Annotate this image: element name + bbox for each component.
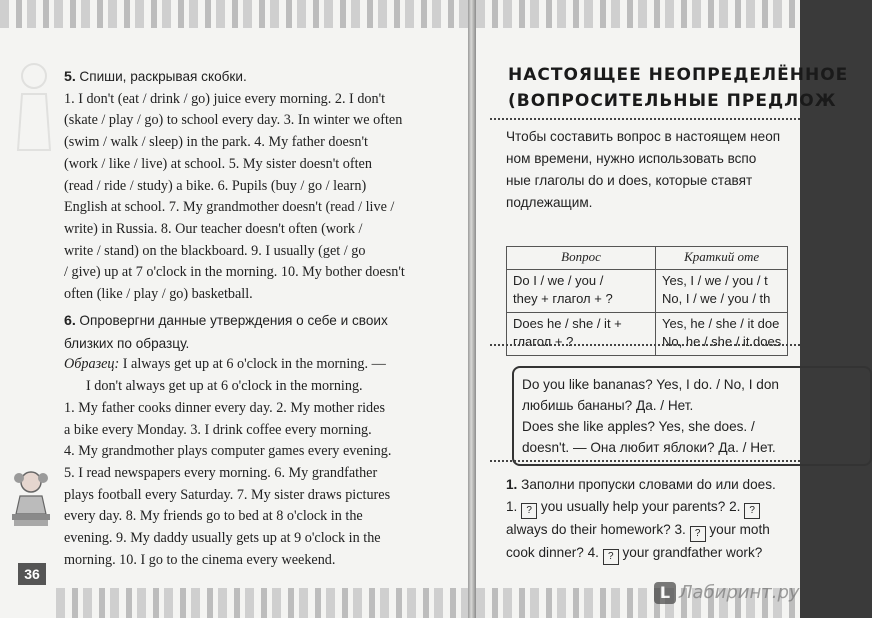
line-text: your grandfather work? xyxy=(618,545,763,560)
exercise-5 xyxy=(64,66,432,306)
exercise-5-body xyxy=(64,89,432,306)
text-line: English at school. 7. My grandmother doesn't (read / live / xyxy=(64,199,395,216)
text-line: write / stand) on the blackboard. 9. I usually (get / go xyxy=(64,242,366,259)
instruction-text: Спиши, раскрывая скобки. xyxy=(79,69,247,84)
cell-line: глагол + ? xyxy=(513,334,574,349)
exercise-line xyxy=(506,542,836,565)
cell-line: No, he / she / it does xyxy=(662,334,782,349)
table-row xyxy=(507,313,788,356)
intro-line-text: ном времени, нужно использовать вспо xyxy=(506,151,757,166)
girl-reading-icon xyxy=(6,468,56,530)
table-cell xyxy=(507,313,656,356)
examples-box xyxy=(512,366,872,466)
text-line: plays football every Saturday. 7. My sister draws pictures xyxy=(64,486,391,503)
blank-box[interactable]: ? xyxy=(744,503,760,519)
exercise-1 xyxy=(506,474,836,565)
labirint-logo-icon: L xyxy=(654,582,676,604)
instruction-line: близких по образцу. xyxy=(64,335,190,351)
instruction-text: Заполни пропуски словами do или does. xyxy=(521,477,776,492)
line-text: cook dinner? 4. xyxy=(506,545,603,560)
table-cell xyxy=(507,270,656,313)
text-line: every day. 8. My friends go to bed at 8 o'clock in the xyxy=(64,508,363,525)
blank-box[interactable]: ? xyxy=(603,549,619,565)
text-line: (work / like / live) at school. 5. My sister doesn't often xyxy=(64,155,372,172)
grammar-table xyxy=(506,246,788,356)
section-heading xyxy=(508,62,848,114)
text-line: a bike every Monday. 3. I drink coffee every morning. xyxy=(64,421,372,438)
text-line: / give) up at 7 o'clock in the morning. 10. My bother doesn't xyxy=(64,264,405,281)
text-line: (read / ride / study) a bike. 6. Pupils (buy / go / learn) xyxy=(64,177,367,194)
exercise-6-body xyxy=(64,398,432,572)
table-header: Вопрос xyxy=(507,247,656,270)
example-line: Does she like apples? Yes, she does. / xyxy=(522,419,755,434)
blank-box[interactable]: ? xyxy=(521,503,537,519)
text-line: morning. 10. I go to the cinema every weekend. xyxy=(64,551,336,568)
cell-line: No, I / we / you / th xyxy=(662,291,771,306)
text-line: write) in Russia. 8. Our teacher doesn't often (work / xyxy=(64,220,363,237)
book-gutter xyxy=(468,0,476,618)
sample-label: Образец: xyxy=(64,356,120,373)
exercise-6 xyxy=(64,310,432,571)
watermark-text: Лабиринт.ру xyxy=(679,582,800,603)
line-text: your moth xyxy=(705,522,770,537)
text-line: 4. My grandmother plays computer games every evening. xyxy=(64,443,392,460)
table-cell xyxy=(656,270,788,313)
cell-line: Do I / we / you / xyxy=(513,273,604,288)
instruction-line: Опровергни данные утверждения о себе и своих xyxy=(79,313,388,328)
example-line: Do you like bananas? Yes, I do. / No, I don xyxy=(522,377,779,392)
faded-illustration-icon xyxy=(14,60,54,180)
text-line: 5. I read newspapers every morning. 6. My grandfather xyxy=(64,464,378,481)
table-cell xyxy=(656,313,788,356)
intro-line xyxy=(506,148,826,170)
cell-line: they + глагол + ? xyxy=(513,291,613,306)
line-text: always do their homework? 3. xyxy=(506,522,690,537)
top-stripe-border xyxy=(476,0,800,28)
cell-line: Yes, I / we / you / t xyxy=(662,273,768,288)
text-line: 1. I don't (eat / drink / go) juice every morning. 2. I don't xyxy=(64,90,386,107)
text-line: often (like / play / go) basketball. xyxy=(64,286,253,303)
blank-box[interactable]: ? xyxy=(690,526,706,542)
exercise-6-instruction xyxy=(64,310,432,354)
right-page xyxy=(476,0,849,618)
cell-line: Yes, he / she / it doe xyxy=(662,316,780,331)
example-line: doesn't. — Она любит яблоки? Да. / Нет. xyxy=(522,440,776,455)
heading-line: НАСТОЯЩЕЕ НЕОПРЕДЕЛЁННОЕ xyxy=(508,65,849,85)
text-line: evening. 9. My daddy usually gets up at 9 o'clock in the xyxy=(64,530,381,547)
top-stripe-border xyxy=(0,0,468,28)
heading-line: (ВОПРОСИТЕЛЬНЫЕ ПРЕДЛОЖ xyxy=(508,91,837,111)
intro-line: Чтобы составить вопрос в настоящем неоп xyxy=(506,129,781,144)
example-line: любишь бананы? Да. / Нет. xyxy=(522,398,694,413)
text-line: (skate / play / go) to school every day. 3. In winter we often xyxy=(64,112,403,129)
exercise-number: 6. xyxy=(64,313,76,329)
text-line: (swim / walk / sleep) in the park. 4. My father doesn't xyxy=(64,134,368,151)
exercise-5-instruction xyxy=(64,66,432,89)
table-row xyxy=(507,270,788,313)
exercise-number: 1. xyxy=(506,477,518,492)
text-line: 1. My father cooks dinner every day. 2. My mother rides xyxy=(64,399,385,416)
intro-line: подлежащим. xyxy=(506,195,593,210)
intro-line: ные глаголы do и does, которые ставят xyxy=(506,173,753,188)
page-number: 36 xyxy=(18,563,46,585)
bottom-stripe-border xyxy=(56,588,468,618)
line-text: you usually help your parents? 2. xyxy=(537,499,745,514)
table-header: Краткий оте xyxy=(656,247,788,270)
exercise-line xyxy=(506,519,836,542)
dotted-divider xyxy=(490,460,800,462)
dotted-divider xyxy=(490,118,800,120)
table-header-row xyxy=(507,247,788,270)
intro-paragraph xyxy=(506,126,826,214)
exercise-1-instruction xyxy=(506,474,836,496)
exercise-line xyxy=(506,496,836,519)
sample-line xyxy=(64,354,432,376)
watermark xyxy=(654,582,800,604)
line-text: 1. xyxy=(506,499,522,514)
dotted-divider xyxy=(490,344,800,346)
cell-line: Does he / she / it + xyxy=(513,316,622,331)
sample-text: I always get up at 6 o'clock in the morning. — xyxy=(119,356,386,373)
sample-answer: I don't always get up at 6 o'clock in the morning. xyxy=(86,378,363,395)
exercise-number: 5. xyxy=(64,69,76,85)
